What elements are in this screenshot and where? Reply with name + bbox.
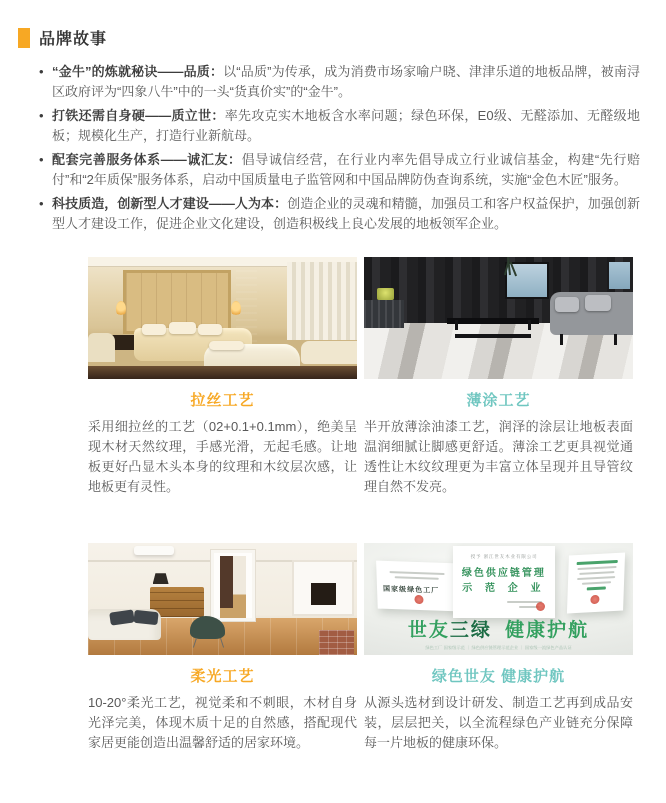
feature-description: 半开放薄涂油漆工艺，润泽的涂层让地板表面温润细腻让脚感更舒适。薄涂工艺更具视觉通透性让木纹纹理更为丰富立体呈现并且导管纹理自然不发亮。 (364, 419, 633, 494)
list-item (52, 194, 640, 233)
certificate-card-center (453, 546, 555, 618)
certificate-title-line1: 绿色供应链管理 (461, 568, 546, 580)
list-item-text: 以“品质”为传承，成为消费市场家喻户晓、津津乐道的地板品牌，被南浔区政府评为“四象八牛”中的一头“货真价实”的“金牛”。 (52, 64, 640, 99)
list-item-lead: 配套完善服务体系——诚汇友： (52, 152, 242, 167)
certificate-card-left (377, 561, 460, 612)
feature-thincoat (364, 257, 633, 497)
list-item (52, 62, 640, 101)
feature-title: 柔光工艺 (190, 668, 255, 685)
feature-description: 从源头选材到设计研发、制造工艺再到成品安装，层层把关，以全流程绿色产业链充分保障每一片地板的健康环保。 (364, 695, 633, 750)
list-item-lead: 打铁还需自身硬——质立世： (52, 108, 225, 123)
list-item-lead: 科技质造，创新型人才建设——人为本： (52, 196, 288, 211)
certificate-banner (364, 615, 633, 642)
page-title: 品牌故事 (39, 31, 108, 48)
certificates-photo (364, 543, 633, 655)
brand-story-list (18, 62, 640, 233)
certificate-left-title: 国家级绿色工厂 (383, 585, 440, 595)
certificate-tagline: 绿色工厂 国家级示范 ｜ 绿色供应链管理示范企业 ｜ 国家级一流绿色产品认证 (425, 644, 572, 651)
list-item-lead: “金牛”的炼就秘诀——品质： (52, 64, 224, 79)
feature-description: 10-20°柔光工艺，视觉柔和不刺眼，木材自身光泽完美，体现木质十足的自然感，搭配现代家居更能创造出温馨舒适的居家环境。 (88, 695, 357, 750)
banner-part-threegreen: 三绿 (449, 619, 492, 641)
section-header (18, 26, 640, 49)
list-item-text: 倡导诚信经营，在行业内率先倡导成立行业诚信基金，构建“先行赔付”和“2年质保”服务体系，启动中国质量电子监管网和中国品牌防伪查询系统，实施“金色木匠”服务。 (52, 152, 640, 187)
feature-title: 薄涂工艺 (466, 392, 531, 409)
banner-part-brand: 世友 (407, 619, 450, 641)
section-marker (18, 28, 30, 48)
feature-description: 采用细拉丝的工艺（02+0.1+0.1mm），绝美呈现木材天然纹理，手感光滑，无起毛感。让地板更好凸显木头本身的纹理和木纹层次感，让地板更有灵性。 (88, 419, 357, 494)
list-item (52, 150, 640, 189)
feature-softlight (88, 543, 357, 753)
livingroom-photo (364, 257, 633, 379)
list-item (52, 106, 640, 145)
feature-grid-row1 (88, 257, 633, 497)
list-item-text: 创造企业的灵魂和精髓，加强员工和客户权益保护，加强创新型人才建设工作，促进企业文化建设，创造积极线上良心发展的地板领军企业。 (52, 196, 640, 231)
banner-part-health: 健康护航 (505, 619, 590, 641)
certificate-card-right (567, 553, 626, 614)
certificate-title-line2: 示 范 企 业 (462, 583, 546, 595)
feature-brushed (88, 257, 357, 497)
certificate-subtitle: 授予 浙江世友木业有限公司 (470, 554, 538, 561)
feature-grid-row2 (88, 543, 633, 753)
feature-title: 拉丝工艺 (190, 392, 255, 409)
feature-green (364, 543, 633, 753)
feature-title: 绿色世友 健康护航 (431, 668, 566, 685)
soft-room-photo (88, 543, 357, 655)
bedroom-photo (88, 257, 357, 379)
list-item-text: 率先攻克实木地板含水率问题；绿色环保，E0级、无醛添加、无醛级地板；规模化生产，打造行业新航母。 (52, 108, 640, 143)
